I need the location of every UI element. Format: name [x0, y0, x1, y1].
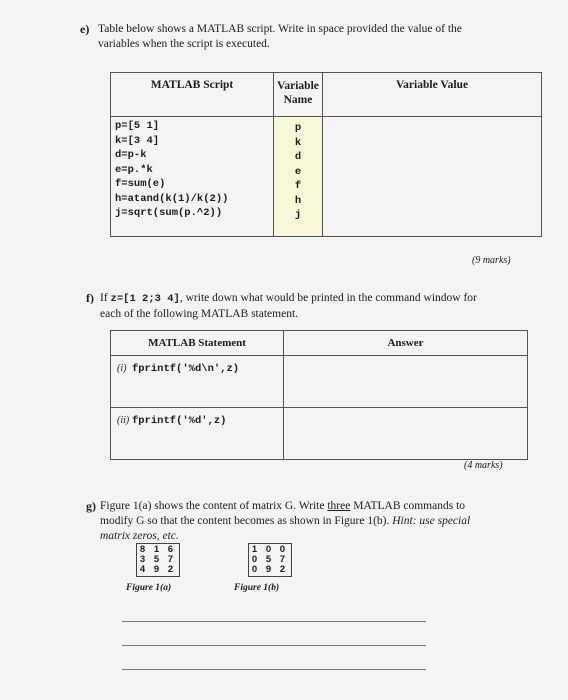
header-matlab-statement: MATLAB Statement	[111, 331, 284, 356]
figure-1b-caption: Figure 1(b)	[234, 583, 280, 593]
script-line: k=[3 4]	[115, 134, 160, 147]
answer-line-3[interactable]	[122, 669, 426, 670]
answer-line-1[interactable]	[122, 621, 426, 622]
question-f-line-1	[100, 291, 540, 307]
matrix-row: 3 5 7	[139, 554, 177, 565]
script-line: j=sqrt(sum(p.^2))	[115, 207, 223, 219]
variable-name-cell	[274, 117, 323, 237]
statement-code: fprintf('%d',z)	[131, 415, 227, 427]
script-line: f=sum(e)	[115, 178, 166, 190]
header-answer: Answer	[284, 331, 528, 356]
script-line: h=atand(k(1)/k(2))	[115, 192, 229, 205]
script-cell	[111, 117, 274, 237]
question-f-label: f)	[86, 291, 94, 305]
statement-cell-i	[111, 356, 284, 408]
question-f-suffix: , write down what would be printed in the command window for	[179, 292, 477, 304]
matrix-figure-1b	[248, 543, 292, 577]
statement-cell-ii	[111, 408, 284, 460]
matrix-row: 4 9 2	[139, 564, 177, 575]
matrix-row: 0 5 7	[251, 554, 289, 565]
question-g-label: g)	[86, 499, 96, 513]
statement-number: (i)	[117, 363, 127, 374]
matrix-row: 0 9 2	[251, 564, 289, 575]
statement-number: (ii)	[117, 415, 130, 426]
script-line: p=[5 1]	[115, 120, 160, 132]
answer-cell-i[interactable]	[284, 356, 528, 408]
question-g-line-2	[100, 514, 540, 529]
question-g-text	[100, 499, 540, 544]
question-f-text	[100, 291, 540, 322]
question-g-line-3: matrix zeros, etc.	[100, 530, 179, 542]
script-line: e=p.*k	[115, 163, 153, 176]
answer-cell-ii[interactable]	[284, 408, 528, 460]
variable-name: e	[294, 165, 302, 178]
header-variable-name: Variable Name	[274, 73, 323, 117]
question-g-line1-a: Figure 1(a) shows the content of matrix G. Write	[100, 500, 328, 512]
variable-name: p	[294, 122, 302, 134]
question-e-text	[98, 22, 548, 52]
variable-name: h	[294, 194, 302, 207]
figure-1a-caption: Figure 1(a)	[126, 583, 172, 593]
statement-code: fprintf('%d\n',z)	[131, 363, 240, 375]
question-e-line-2: variables when the script is executed.	[98, 38, 270, 50]
question-f-matrix-code: z=[1 2;3 4]	[110, 293, 180, 305]
question-f-line-2: each of the following MATLAB statement.	[100, 308, 299, 320]
question-e-marks: (9 marks)	[472, 255, 511, 266]
question-f-prefix: If	[100, 292, 111, 304]
question-g-line-1	[100, 499, 540, 514]
header-variable-value: Variable Value	[323, 73, 542, 117]
matrix-figure-1a	[136, 543, 180, 577]
variable-name: f	[294, 180, 302, 192]
question-g-three: three	[327, 500, 351, 512]
variable-value-answer-cell[interactable]	[323, 117, 542, 237]
question-g-line1-b: MATLAB commands to	[350, 500, 466, 512]
variable-name: d	[294, 151, 302, 163]
answer-line-2[interactable]	[122, 645, 426, 646]
question-e-label: e)	[80, 22, 90, 36]
question-f-marks: (4 marks)	[464, 460, 503, 471]
header-matlab-script: MATLAB Script	[111, 73, 274, 117]
matrix-row: 1 0 0	[251, 544, 289, 555]
question-g-line2-a: modify G so that the content becomes as shown in Figure 1(b).	[100, 515, 393, 527]
matlab-statement-table	[110, 330, 528, 460]
question-e-line-1: Table below shows a MATLAB script. Write in space provided the value of the	[98, 23, 462, 35]
script-line: d=p-k	[115, 149, 147, 161]
question-g-hint: Hint: use special	[392, 515, 471, 527]
variable-name: j	[294, 209, 302, 221]
variable-name: k	[294, 136, 302, 149]
matlab-script-table	[110, 72, 542, 237]
matrix-row: 8 1 6	[139, 544, 177, 555]
